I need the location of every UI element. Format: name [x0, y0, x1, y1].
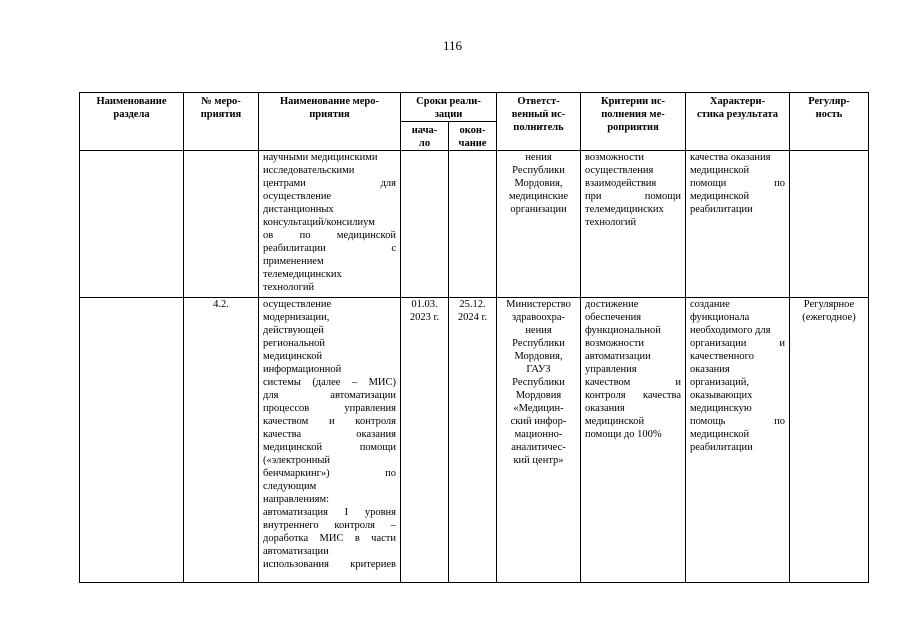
header-criteria	[581, 93, 686, 151]
cell-line: нения	[525, 325, 552, 336]
cell-line: качества оказания	[263, 429, 396, 440]
cell-line: Характери-	[709, 96, 766, 107]
cell-line: оказывающих	[690, 390, 753, 401]
header-start	[401, 122, 449, 151]
cell-line: доработка МИС в части	[263, 533, 396, 544]
cell-line: помощь по	[690, 416, 785, 427]
cell-line: Сроки реали-	[416, 96, 481, 107]
cell-line: чание	[458, 138, 487, 149]
cell-line: функционала	[690, 312, 750, 323]
cell-line: ло	[418, 138, 431, 149]
cell-responsible	[497, 151, 581, 298]
cell-number	[184, 151, 259, 298]
cell-line: помощи по	[690, 178, 785, 189]
cell-line: («электронный	[263, 455, 331, 466]
cell-regularity	[790, 298, 869, 583]
cell-line: региональной	[263, 338, 325, 349]
cell-line: направлениям:	[263, 494, 330, 505]
table-row	[80, 298, 869, 583]
cell-line: контроля качества	[585, 390, 681, 401]
cell-line: возможности	[585, 338, 645, 349]
cell-line: осуществления	[585, 165, 654, 176]
cell-line: качеством и	[585, 377, 681, 388]
cell-line: обеспечения	[585, 312, 642, 323]
cell-line: телемедицинских	[585, 204, 664, 215]
header-section	[80, 93, 184, 151]
cell-line: Наименование	[96, 96, 167, 107]
cell-line: создание	[690, 299, 730, 310]
cell-number: 4.2.	[184, 298, 259, 583]
cell-line: стика результата	[697, 109, 778, 120]
cell-line: медицинской	[690, 165, 750, 176]
cell-result	[686, 298, 790, 583]
cell-line: автоматизация I уровня	[263, 507, 396, 518]
cell-line: окон-	[459, 125, 486, 136]
cell-line: Мордовия	[515, 390, 562, 401]
cell-line: мационно-	[514, 429, 563, 440]
cell-line: медицинской помощи	[263, 442, 396, 453]
cell-line: следующим	[263, 481, 317, 492]
cell-line: 2023 г.	[409, 312, 440, 323]
cell-line: Республики	[512, 377, 565, 388]
cell-line: Критерии ис-	[600, 96, 666, 107]
cell-line: качественного	[690, 351, 754, 362]
cell-line: информационной	[263, 364, 342, 375]
cell-line: функциональной	[585, 325, 661, 336]
cell-line: Министерство	[506, 299, 571, 310]
cell-line: раздела	[113, 109, 150, 120]
cell-line: реабилитации	[690, 204, 753, 215]
cell-line: реабилитации с	[263, 243, 396, 254]
cell-line: ГАУЗ	[526, 364, 551, 375]
cell-result	[686, 151, 790, 298]
cell-line: зации	[434, 109, 463, 120]
cell-line: приятия	[309, 109, 350, 120]
cell-line: медицинской	[585, 416, 645, 427]
cell-line: 2024 г.	[457, 312, 488, 323]
cell-start	[401, 298, 449, 583]
cell-line: медицинской	[690, 429, 750, 440]
header-row-1	[80, 93, 869, 122]
cell-line: автоматизации	[263, 546, 329, 557]
cell-name	[259, 151, 401, 298]
cell-line: медицинские	[508, 191, 569, 202]
cell-line: внутреннего контроля –	[263, 520, 396, 531]
cell-line: ов по медицинской	[263, 230, 396, 241]
cell-section	[80, 151, 184, 298]
cell-line: ность	[815, 109, 843, 120]
cell-line: помощи до 100%	[585, 429, 662, 440]
cell-line: реабилитации	[690, 442, 753, 453]
page-number: 116	[442, 38, 463, 53]
cell-start	[401, 151, 449, 298]
cell-line: аналитичес-	[511, 442, 566, 453]
cell-line: исследовательскими	[263, 165, 355, 176]
cell-line: качества оказания	[690, 152, 771, 163]
cell-line: Республики	[512, 338, 565, 349]
cell-criteria	[581, 298, 686, 583]
cell-responsible	[497, 298, 581, 583]
cell-line: Мордовия,	[514, 351, 563, 362]
cell-line: технологий	[263, 282, 315, 293]
cell-line: центрами для	[263, 178, 396, 189]
cell-line: приятия	[200, 109, 242, 120]
cell-line: применением	[263, 256, 324, 267]
cell-line: полнитель	[513, 122, 564, 133]
cell-line: осуществление	[263, 191, 332, 202]
cell-line: качеством и контроля	[263, 416, 396, 427]
cell-line: консультаций/консилиум	[263, 217, 375, 228]
cell-line: медицинской	[690, 191, 750, 202]
header-responsible	[497, 93, 581, 151]
cell-line: научными медицинскими	[263, 152, 378, 163]
cell-name	[259, 298, 401, 583]
cell-line: медицинскую	[690, 403, 752, 414]
cell-criteria	[581, 151, 686, 298]
cell-line: возможности	[585, 152, 645, 163]
cell-line: (ежегодное)	[802, 312, 856, 323]
cell-line: медицинской	[263, 351, 323, 362]
cell-line: Республики	[512, 165, 565, 176]
cell-line: для автоматизации	[263, 390, 396, 401]
cell-line: процессов управления	[263, 403, 396, 414]
cell-line: управления	[585, 364, 637, 375]
cell-regularity	[790, 151, 869, 298]
cell-end	[449, 298, 497, 583]
header-regularity	[790, 93, 869, 151]
cell-line: полнения ме-	[601, 109, 665, 120]
table-row	[80, 151, 869, 298]
cell-line: взаимодействия	[585, 178, 657, 189]
cell-line: 25.12.	[459, 299, 486, 310]
cell-line: организации	[510, 204, 567, 215]
cell-line: действующей	[263, 325, 324, 336]
cell-line: венный ис-	[511, 109, 566, 120]
cell-line: роприятия	[607, 122, 659, 133]
cell-line: нача-	[411, 125, 438, 136]
header-name	[259, 93, 401, 151]
cell-line: дистанционных	[263, 204, 334, 215]
cell-line: ский инфор-	[510, 416, 567, 427]
cell-line: автоматизации	[585, 351, 651, 362]
cell-line: здравоохра-	[512, 312, 565, 323]
cell-line: использования критериев	[263, 559, 396, 570]
header-terms	[401, 93, 497, 122]
cell-line: технологий	[585, 217, 637, 228]
cell-line: бенчмаркинг») по	[263, 468, 396, 479]
cell-section	[80, 298, 184, 583]
cell-line: оказания	[585, 403, 625, 414]
cell-end	[449, 151, 497, 298]
cell-line: Ответст-	[517, 96, 560, 107]
cell-line: организации и	[690, 338, 785, 349]
cell-line: Мордовия,	[514, 178, 563, 189]
cell-line: кий центр»	[513, 455, 564, 466]
cell-line: оказания	[690, 364, 730, 375]
header-end	[449, 122, 497, 151]
cell-line: достижение	[585, 299, 639, 310]
header-result	[686, 93, 790, 151]
cell-line: при помощи	[585, 191, 681, 202]
cell-line: Регулярное	[803, 299, 855, 310]
activities-table	[79, 92, 869, 583]
cell-line: 01.03.	[411, 299, 438, 310]
cell-line: № меро-	[201, 96, 241, 107]
cell-line: нения	[525, 152, 552, 163]
cell-line: системы (далее – МИС)	[263, 377, 396, 388]
cell-line: модернизации,	[263, 312, 330, 323]
cell-line: «Медицин-	[513, 403, 564, 414]
cell-line: необходимого для	[690, 325, 771, 336]
cell-line: организаций,	[690, 377, 749, 388]
header-number	[184, 93, 259, 151]
cell-line: Наименование меро-	[279, 96, 380, 107]
cell-line: Регуляр-	[808, 96, 850, 107]
cell-line: телемедицинских	[263, 269, 342, 280]
cell-line: осуществление	[263, 299, 332, 310]
